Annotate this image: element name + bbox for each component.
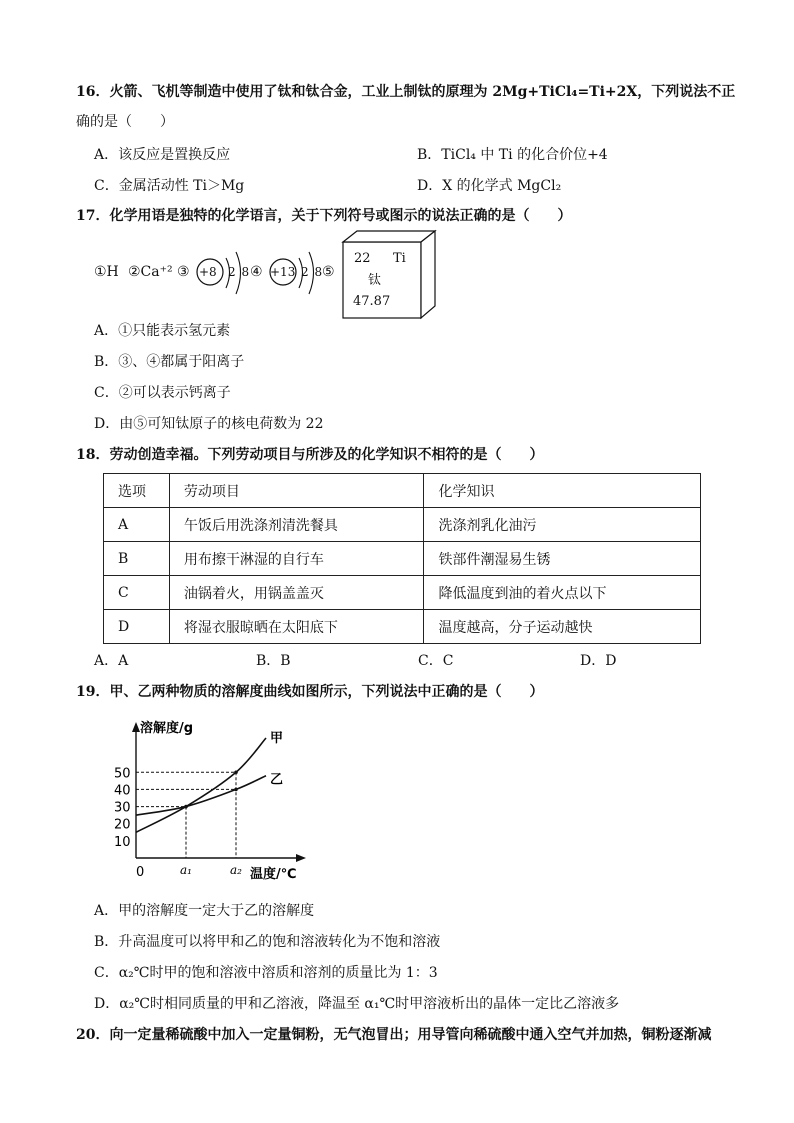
table-row	[104, 508, 701, 542]
q17-option-c: C．②可以表示钙离子	[94, 385, 231, 401]
table-cell: 将湿衣服晾晒在太阳底下	[169, 610, 424, 644]
x-axis-label: 温度/℃	[250, 867, 297, 882]
q16-option-b: B．TiCl₄ 中 Ti 的化合价位+4	[417, 147, 608, 163]
y-axis-label: 溶解度/g	[140, 721, 194, 736]
q18-table	[103, 473, 701, 644]
q17-symbol-3: ③	[177, 264, 190, 280]
table-cell: 降低温度到油的着火点以下	[424, 576, 701, 610]
table-header-cell: 劳动项目	[169, 474, 424, 508]
q18-option-c: C．C	[418, 653, 454, 669]
element-symbol: Ti	[393, 251, 406, 266]
table-cell: 洗涤剂乳化油污	[424, 508, 701, 542]
q17-option-d: D．由⑤可知钛原子的核电荷数为 22	[94, 416, 324, 432]
solubility-chart	[110, 718, 310, 883]
q17-option-a: A．①只能表示氢元素	[94, 323, 231, 339]
table-header-cell: 化学知识	[424, 474, 701, 508]
table-cell: D	[104, 610, 170, 644]
table-cell: 午饭后用洗涤剂清洗餐具	[169, 508, 424, 542]
data-point	[234, 788, 238, 792]
q17-symbol-4: ④	[250, 264, 263, 280]
q19-option-c: C．α₂℃时甲的饱和溶液中溶质和溶剂的质量比为 1：3	[94, 965, 438, 981]
y-tick-label: 20	[114, 817, 131, 833]
series-line-yi	[136, 776, 266, 815]
element-cell-side	[421, 231, 435, 318]
q19-stem: 19．甲、乙两种物质的溶解度曲线如图所示，下列说法中正确的是（ ）	[76, 684, 544, 700]
q17-symbol-1: ①H	[94, 264, 119, 280]
y-tick-label: 50	[114, 766, 131, 782]
q16-option-c: C．金属活动性 Ti＞Mg	[94, 178, 245, 194]
shell-electrons-3: 2 8	[228, 265, 251, 279]
x-tick-label: a₁	[180, 863, 192, 877]
y-axis-arrow	[132, 722, 140, 732]
q17-symbol-2: ②Ca⁺²	[128, 264, 173, 280]
table-row	[104, 542, 701, 576]
element-atomic-mass: 47.87	[353, 294, 391, 309]
table-header-cell: 选项	[104, 474, 170, 508]
q17-option-b: B．③、④都属于阳离子	[94, 354, 245, 370]
q16-option-d: D．X 的化学式 MgCl₂	[417, 178, 562, 194]
element-cell-top	[343, 231, 435, 242]
table-cell: 温度越高，分子运动越快	[424, 610, 701, 644]
x-tick-label: a₂	[230, 863, 242, 877]
origin-label: 0	[136, 865, 145, 880]
table-cell: B	[104, 542, 170, 576]
x-axis-arrow	[296, 854, 306, 862]
nucleus-label-4: +13	[270, 265, 296, 279]
table-header-row	[104, 474, 701, 508]
q18-option-b: B．B	[256, 653, 291, 669]
table-cell: C	[104, 576, 170, 610]
table-cell: A	[104, 508, 170, 542]
element-name: 钛	[368, 273, 382, 288]
q16-stem-line1: 16．火箭、飞机等制造中使用了钛和钛合金，工业上制钛的原理为 2Mg+TiCl₄=Ti+2X，下列说法不正	[76, 84, 736, 100]
shell-electrons-4: 2 8	[301, 265, 324, 279]
data-point	[184, 805, 188, 809]
y-tick-label: 40	[114, 783, 131, 799]
series-label-jia: 甲	[270, 731, 284, 746]
series-label-yi: 乙	[270, 772, 284, 788]
q19-option-a: A．甲的溶解度一定大于乙的溶解度	[94, 903, 315, 919]
q18-option-a: A．A	[94, 653, 129, 669]
q19-option-b: B．升高温度可以将甲和乙的饱和溶液转化为不饱和溶液	[94, 934, 441, 950]
q18-option-d: D．D	[580, 653, 617, 669]
q20-stem: 20．向一定量稀硫酸中加入一定量铜粉，无气泡冒出；用导管向稀硫酸中通入空气并加热，铜粉逐渐减	[76, 1027, 712, 1043]
q17-symbol-5: ⑤	[322, 264, 335, 280]
y-tick-label: 30	[114, 800, 131, 816]
q19-option-d: D．α₂℃时相同质量的甲和乙溶液，降温至 α₁℃时甲溶液析出的晶体一定比乙溶液多	[94, 996, 620, 1012]
table-cell: 铁部件潮湿易生锈	[424, 542, 701, 576]
table-row	[104, 576, 701, 610]
table-cell: 油锅着火，用锅盖盖灭	[169, 576, 424, 610]
nucleus-label-3: +8	[199, 265, 217, 279]
q16-stem-line2: 确的是（ ）	[76, 114, 174, 130]
table-row	[104, 610, 701, 644]
element-atomic-number: 22	[354, 251, 371, 266]
table-cell: 用布擦干淋湿的自行车	[169, 542, 424, 576]
q18-stem: 18．劳动创造幸福。下列劳动项目与所涉及的化学知识不相符的是（ ）	[76, 447, 544, 463]
data-point	[234, 770, 238, 774]
y-tick-label: 10	[114, 834, 131, 850]
q16-option-a: A．该反应是置换反应	[94, 147, 231, 163]
q17-stem: 17．化学用语是独特的化学语言，关于下列符号或图示的说法正确的是（ ）	[76, 208, 572, 224]
